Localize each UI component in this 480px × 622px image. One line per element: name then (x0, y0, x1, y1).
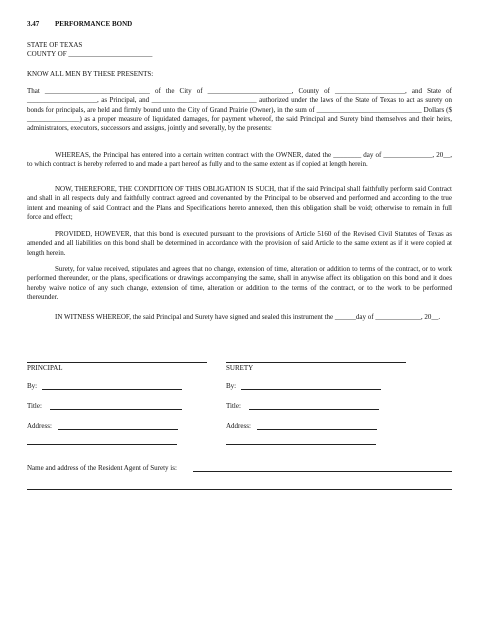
surety-signature-line (226, 362, 406, 363)
venue-state: STATE OF TEXAS (27, 41, 83, 49)
surety-title-label: Title: (226, 402, 241, 410)
venue-county: COUNTY OF ________________________ (27, 50, 153, 59)
surety-by-line (241, 389, 381, 390)
section-title: PERFORMANCE BOND (55, 20, 133, 28)
surety-by-label: By: (226, 382, 237, 390)
resident-agent-line-2 (27, 489, 452, 490)
principal-by-label: By: (27, 382, 38, 390)
principal-signature-line (27, 362, 207, 363)
principal-address-label: Address: (27, 422, 52, 430)
paragraph-bond-parties: That ______________________________ of the City of ________________________, County of ____________________, and State of ____________________, as Principal, and ______________________________ authorized under the laws of the State of Texas to act as surety on bonds for principals, are held and firmly bound unto the City of Grand Prairie (Owner), in the sum of ______________________________ Dollars ($ _______________) as a proper measure of liquidated damages, for payment whereof, the said Principal and Surety bind themselves and their heirs, administrators, executors, successors and assigns, jointly and severally, by the presents: (27, 87, 452, 133)
principal-title-label: Title: (27, 402, 42, 410)
surety-address-line-2 (226, 444, 376, 445)
paragraph-provided: PROVIDED, HOWEVER, that this bond is executed pursuant to the provisions of Article 5160 of the Revised Civil Statutes of Texas as amended and all liabilities on this bond shall be determined in accordance with the provision of said Article to the same extent as if it were copied at length herein. (27, 230, 452, 257)
resident-agent-label: Name and address of the Resident Agent of Surety is: (27, 464, 177, 472)
surety-address-label: Address: (226, 422, 251, 430)
venue-block (27, 41, 452, 60)
paragraph-surety-waiver: Surety, for value received, stipulates and agrees that no change, extension of time, alteration or addition to terms of the contract, or to work performed thereunder, or the plans, specifications or drawings accompanying the same, shall in anywise affect its obligation on this bond and it does hereby waive notice of any such change, extension of time, alteration or addition to the terms of the contract, or to the work to be performed thereunder. (27, 265, 452, 301)
principal-title-line (50, 409, 182, 410)
surety-label: SURETY (226, 364, 254, 372)
principal-address-line (58, 429, 178, 430)
resident-agent-line (193, 471, 452, 472)
paragraph-condition: NOW, THEREFORE, THE CONDITION OF THIS OBLIGATION IS SUCH, that if the said Principal shall faithfully perform said Contract and shall in all respects duly and faithfully contract agreed and covenanted by the Principal to be observed and performed and according to the true intent and meaning of said Contract and the Plans and Specifications hereto annexed, then this obligation shall be void; otherwise to remain in full force and effect; (27, 185, 452, 221)
principal-label: PRINCIPAL (27, 364, 63, 372)
know-all-heading: KNOW ALL MEN BY THESE PRESENTS: (27, 70, 154, 78)
surety-address-line (257, 429, 377, 430)
paragraph-whereas: WHEREAS, the Principal has entered into a certain written contract with the OWNER, dated the ________ day of ______________, 20__, to which contract is hereby referred to and made a part hereof as fully and to the same extent as if copied at length herein. (27, 151, 452, 169)
principal-by-line (42, 389, 182, 390)
principal-address-line-2 (27, 444, 177, 445)
section-number: 3.47 (27, 20, 40, 28)
paragraph-witness: IN WITNESS WHEREOF, the said Principal and Surety have signed and sealed this instrument the ______day of _____________, 20__. (55, 313, 441, 321)
surety-title-line (249, 409, 379, 410)
section-heading (27, 20, 452, 29)
